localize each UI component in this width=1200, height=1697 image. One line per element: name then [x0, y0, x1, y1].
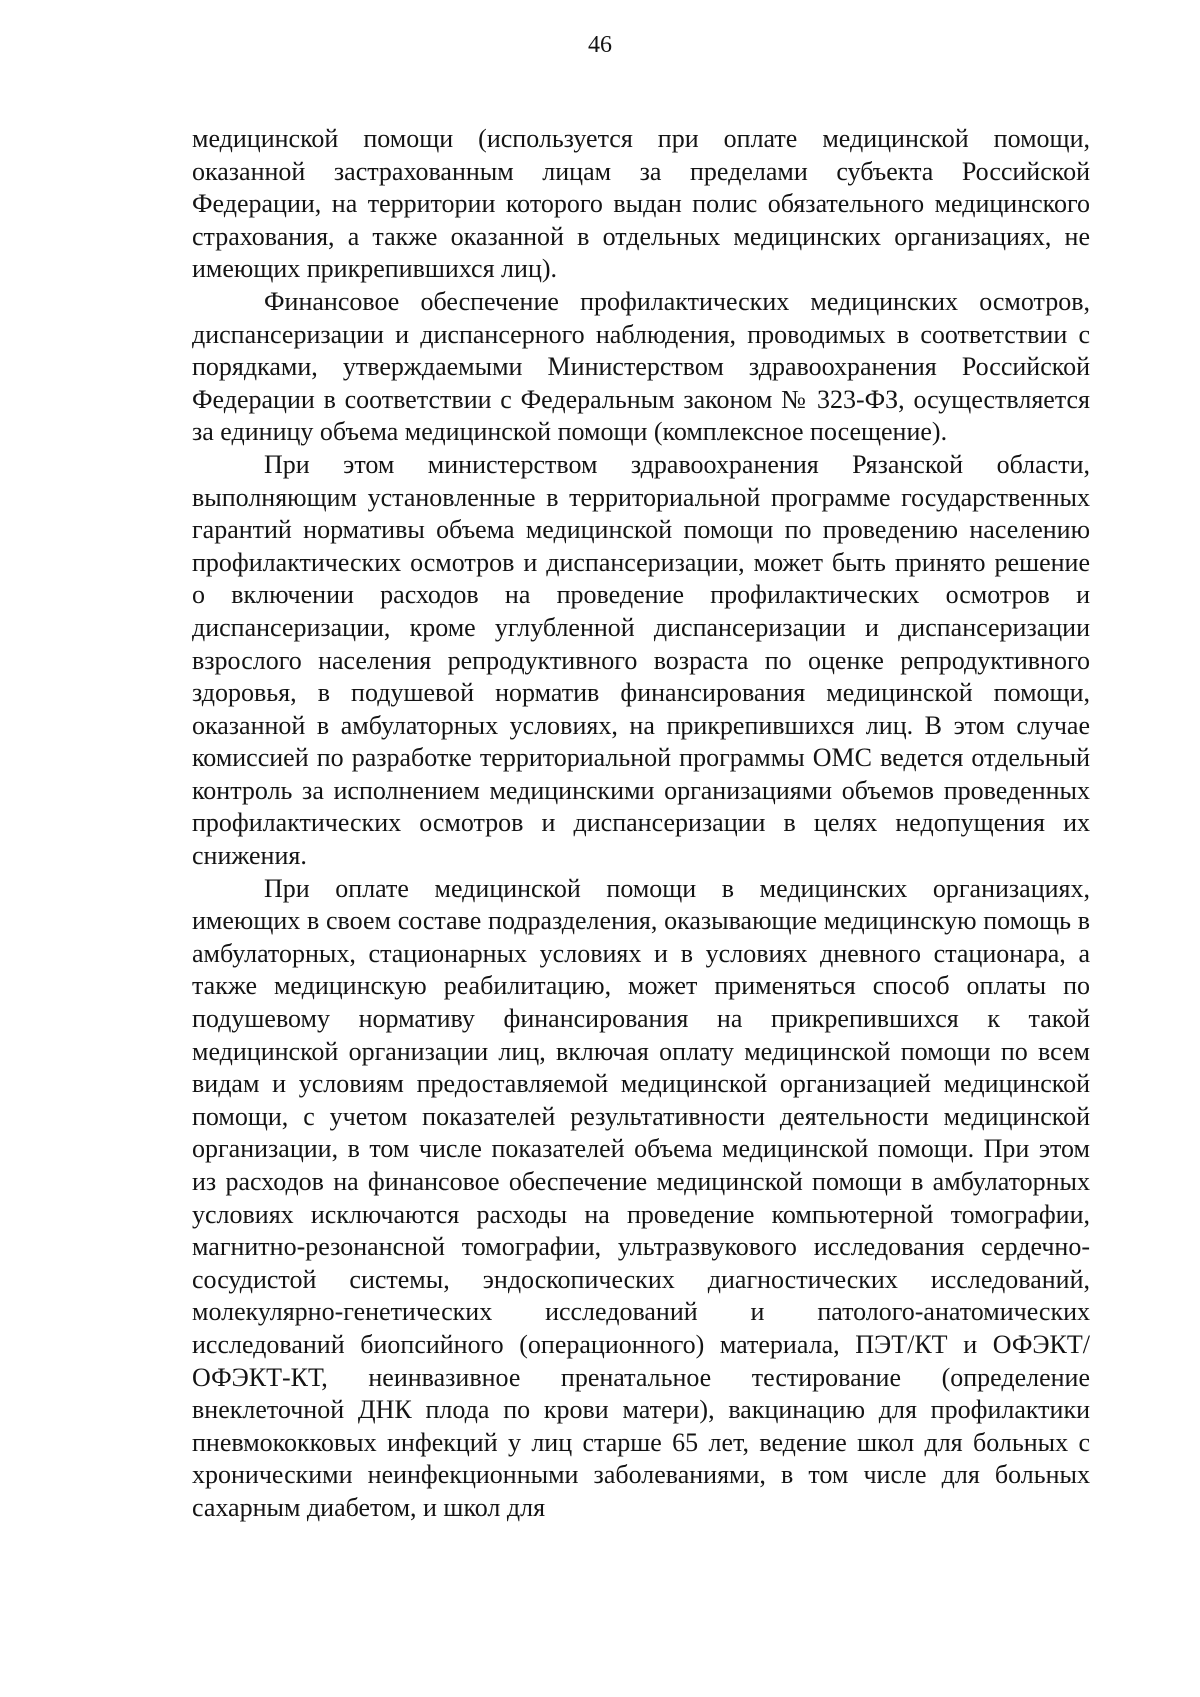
paragraph-continuation: медицинской помощи (используется при оплате медицинской помощи, оказанной застрахованным лицам за пределами субъекта Российской Федерации, на территории которого выдан полис обязательного медицинского страхования, а также оказанной в отдельных медицинских организациях, не имеющих прикрепившихся лиц). — [192, 124, 1090, 284]
document-body — [192, 123, 1090, 1525]
paragraph-per-capita-payment: При оплате медицинской помощи в медицинских организациях, имеющих в своем составе подразделения, оказывающие медицинскую помощь в амбулаторных, стационарных условиях и в условиях дневного стационара, а также медицинскую реабилитацию, может применяться способ оплаты по подушевому нормативу финансирования на прикрепившихся к такой медицинской организации лиц, включая оплату медицинской помощи по всем видам и условиям предоставляемой медицинской организацией медицинской помощи, с учетом показателей результативности деятельности медицинской организации, в том числе показателей объема медицинской помощи. При этом из расходов на финансовое обеспечение медицинской помощи в амбулаторных условиях исключаются расходы на проведение компьютерной томографии, магнитно-резонансной томографии, ультразвукового исследования сердечно-сосудистой системы, эндоскопических диагностических исследований, молекулярно-генетических исследований и патолого-анатомических исследований биопсийного (операционного) материала, ПЭТ/КТ и ОФЭКТ/ОФЭКТ-КТ, неинвазивное пренатальное тестирование (определение внеклеточной ДНК плода по крови матери), вакцинацию для профилактики пневмококковых инфекций у лиц старше 65 лет, ведение школ для больных с хроническими неинфекционными заболеваниями, в том числе для больных сахарным диабетом, и школ для — [192, 873, 1090, 1522]
paragraph-financing-checkups: Финансовое обеспечение профилактических медицинских осмотров, диспансеризации и диспансерного наблюдения, проводимых в соответствии с порядками, утверждаемыми Министерством здравоохранения Российской Федерации в соответствии с Федеральным законом № 323-ФЗ, осуществляется за единицу объема медицинской помощи (комплексное посещение). — [192, 286, 1090, 447]
paragraph-ministry-decision: При этом министерством здравоохранения Рязанской области, выполняющим установленные в территориальной программе государственных гарантий нормативы объема медицинской помощи по проведению населению профилактических осмотров и диспансеризации, может быть принято решение о включении расходов на проведение профилактических осмотров и диспансеризации, кроме углубленной диспансеризации и диспансеризации взрослого населения репродуктивного возраста по оценке репродуктивного здоровья, в подушевой норматив финансирования медицинской помощи, оказанной в амбулаторных условиях, на прикрепившихся лиц. В этом случае комиссией по разработке территориальной программы ОМС ведется отдельный контроль за исполнением медицинскими организациями объемов проведенных профилактических осмотров и диспансеризации в целях недопущения их снижения. — [192, 449, 1090, 871]
page-number: 46 — [588, 32, 612, 58]
